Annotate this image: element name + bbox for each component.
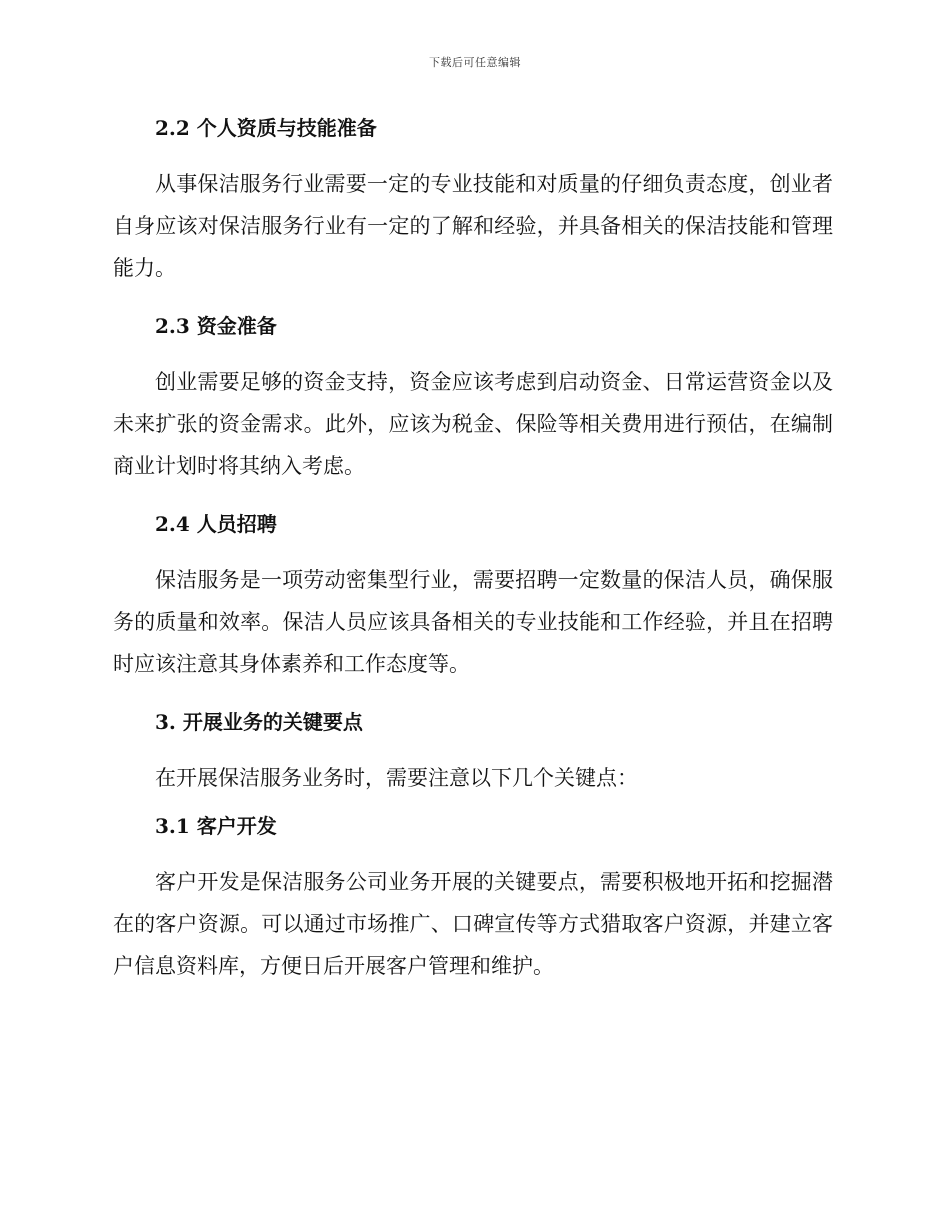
document-body (113, 110, 833, 987)
section-paragraph-3-1: 客户开发是保洁服务公司业务开展的关键要点，需要积极地开拓和挖掘潜在的客户资源。可以通过市场推广、口碑宣传等方式猎取客户资源，并建立客户信息资料库，方便日后开展客户管理和维护。 (113, 870, 833, 978)
section-paragraph-3: 在开展保洁服务业务时，需要注意以下几个关键点： (155, 766, 638, 790)
section-paragraph-2-2: 从事保洁服务行业需要一定的专业技能和对质量的仔细负责态度，创业者自身应该对保洁服务行业有一定的了解和经验，并具备相关的保洁技能和管理能力。 (113, 172, 833, 280)
section-paragraph-2-3: 创业需要足够的资金支持，资金应该考虑到启动资金、日常运营资金以及未来扩张的资金需求。此外，应该为税金、保险等相关费用进行预估，在编制商业计划时将其纳入考虑。 (113, 370, 833, 478)
section-paragraph-2-4: 保洁服务是一项劳动密集型行业，需要招聘一定数量的保洁人员，确保服务的质量和效率。保洁人员应该具备相关的专业技能和工作经验，并且在招聘时应该注意其身体素养和工作态度等。 (113, 568, 833, 676)
section-heading-3: 3. 开展业务的关键要点 (155, 710, 363, 734)
section-heading-2-4: 2.4 人员招聘 (155, 512, 277, 536)
section-heading-2-3: 2.3 资金准备 (155, 314, 277, 338)
page-header: 下载后可任意编辑 (429, 56, 521, 69)
section-heading-2-2: 2.2 个人资质与技能准备 (155, 116, 377, 140)
section-heading-3-1: 3.1 客户开发 (155, 814, 277, 838)
